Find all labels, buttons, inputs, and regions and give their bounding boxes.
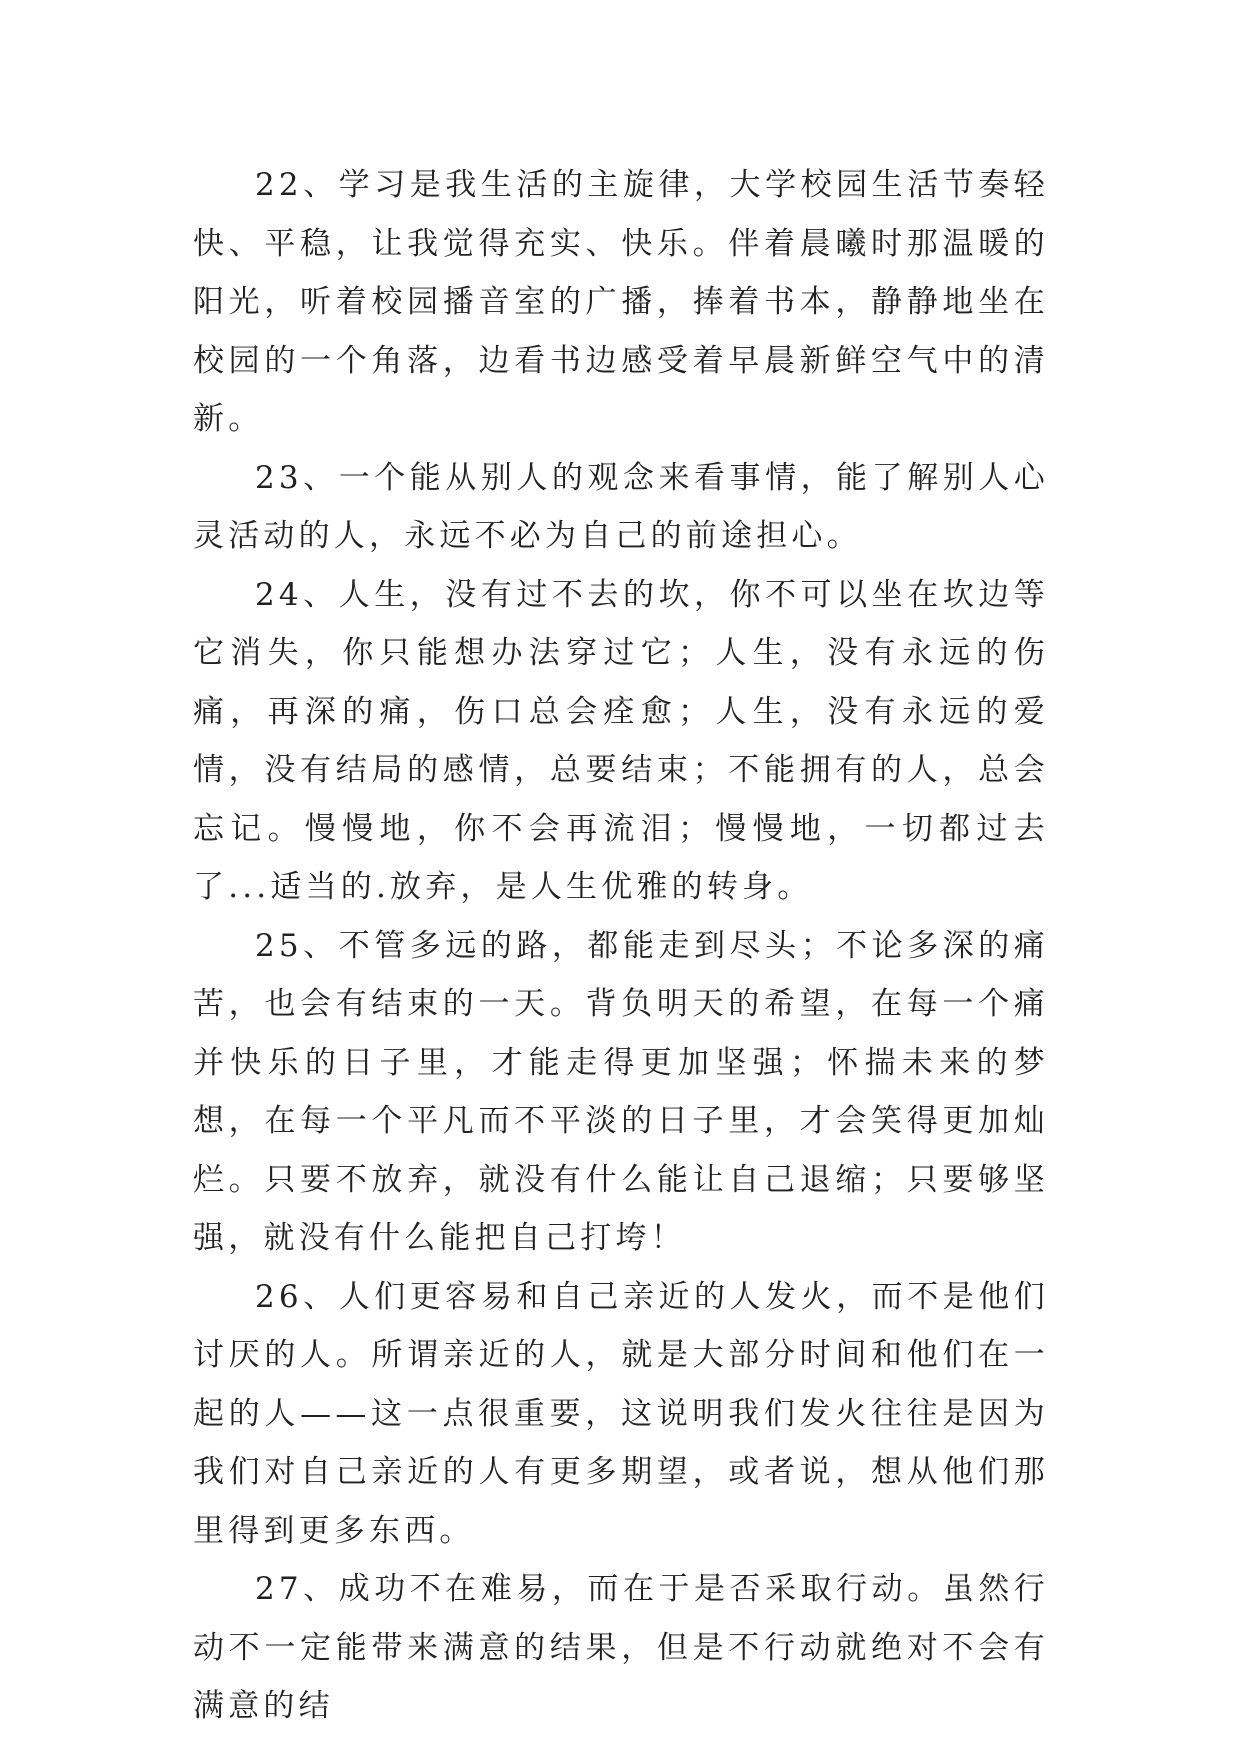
paragraph-24: 24、人生，没有过不去的坎，你不可以坐在坎边等它消失，你只能想办法穿过它；人生，没有永远的伤痛，再深的痛，伤口总会痊愈；人生，没有永远的爱情，没有结局的感情，总要结束；不能拥有的人，总会忘记。慢慢地，你不会再流泪；慢慢地，一切都过去了...适当的.放弃，是人生优雅的转身。 bbox=[193, 576, 1049, 905]
paragraph-23: 23、一个能从别人的观念来看事情，能了解别人心灵活动的人，永远不必为自己的前途担心。 bbox=[193, 459, 1049, 554]
paragraph-25: 25、不管多远的路，都能走到尽头；不论多深的痛苦，也会有结束的一天。背负明天的希望，在每一个痛并快乐的日子里，才能走得更加坚强；怀揣未来的梦想，在每一个平凡而不平淡的日子里，才会笑得更加灿烂。只要不放弃，就没有什么能让自己退缩；只要够坚强，就没有什么能把自己打垮！ bbox=[193, 927, 1049, 1256]
document-body bbox=[193, 156, 1049, 1736]
paragraph-27: 27、成功不在难易，而在于是否采取行动。虽然行动不一定能带来满意的结果，但是不行动就绝对不会有满意的结 bbox=[193, 1571, 1049, 1724]
paragraph-22: 22、学习是我生活的主旋律，大学校园生活节奏轻快、平稳，让我觉得充实、快乐。伴着晨曦时那温暖的阳光，听着校园播音室的广播，捧着书本，静静地坐在校园的一个角落，边看书边感受着早晨新鲜空气中的清新。 bbox=[193, 167, 1049, 437]
paragraph-26: 26、人们更容易和自己亲近的人发火，而不是他们讨厌的人。所谓亲近的人，就是大部分时间和他们在一起的人——这一点很重要，这说明我们发火往往是因为我们对自己亲近的人有更多期望，或者说，想从他们那里得到更多东西。 bbox=[193, 1278, 1049, 1549]
